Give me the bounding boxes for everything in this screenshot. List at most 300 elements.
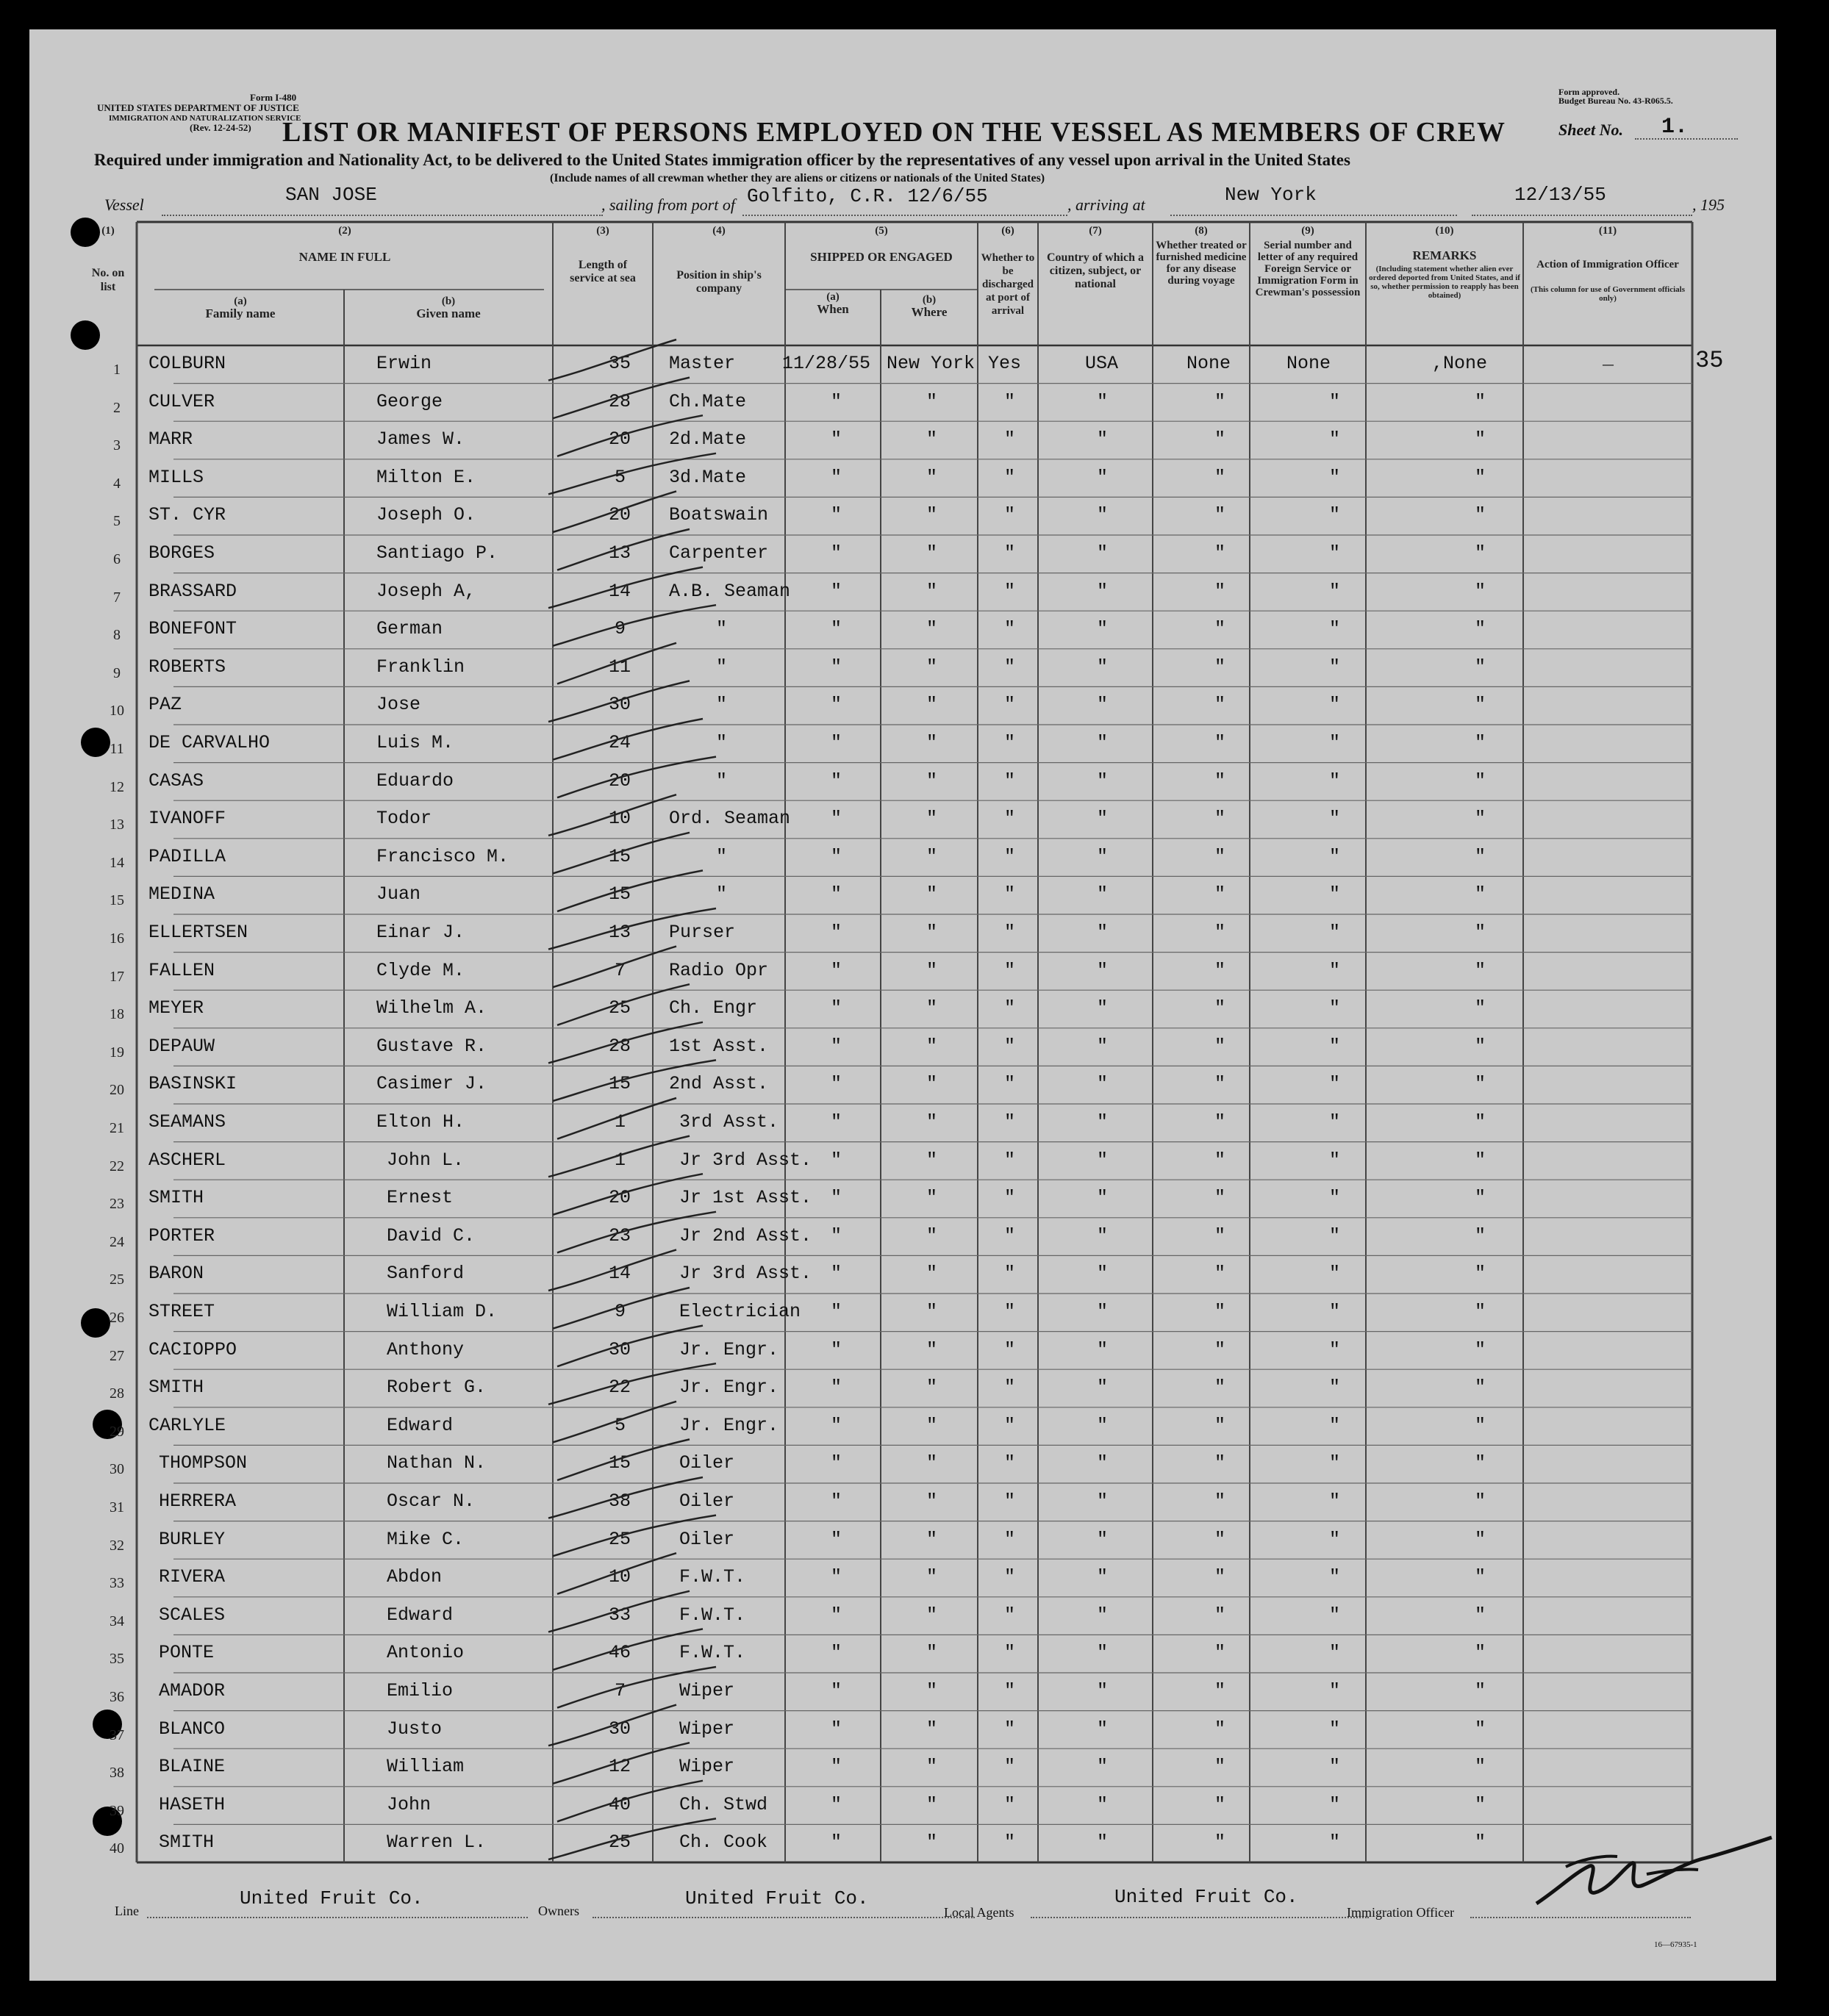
pencil-check-mark <box>557 1439 690 1480</box>
row-number: 18 <box>110 1006 124 1023</box>
discharge: " <box>1004 1263 1016 1285</box>
row-number: 40 <box>110 1840 124 1857</box>
form-approved: Form approved. <box>1558 87 1620 97</box>
shipped-when: " <box>831 732 842 753</box>
country: " <box>1097 1338 1109 1360</box>
country: " <box>1097 922 1109 943</box>
shipped-where: " <box>926 1642 938 1664</box>
pencil-check-mark <box>557 984 690 1025</box>
remarks: " <box>1475 1187 1486 1209</box>
family-name: SEAMANS <box>148 1111 226 1133</box>
row-number: 31 <box>110 1499 124 1515</box>
serial: " <box>1329 694 1341 716</box>
discharge: " <box>1004 997 1016 1019</box>
shipped-when: " <box>831 1452 842 1474</box>
family-name: SMITH <box>159 1832 215 1854</box>
country: " <box>1097 1604 1109 1626</box>
discharge: " <box>1004 1756 1016 1778</box>
remarks: " <box>1475 1793 1486 1815</box>
shipped-where: " <box>926 466 938 488</box>
medicine: " <box>1214 1377 1226 1399</box>
shipped-where: " <box>926 1187 938 1209</box>
given-name: David C. <box>387 1224 476 1246</box>
shipped-when: " <box>831 808 842 830</box>
shipped-when: " <box>831 1377 842 1399</box>
remarks: " <box>1475 1301 1486 1322</box>
shipped-where: " <box>926 1338 938 1360</box>
service-length: 28 <box>609 390 631 412</box>
row-number: 19 <box>110 1044 124 1061</box>
shipped-when: " <box>831 1149 842 1171</box>
serial: " <box>1329 1452 1341 1474</box>
family-name: RIVERA <box>159 1566 226 1588</box>
sheet-label: Sheet No. <box>1558 121 1623 139</box>
shipped-where: " <box>926 428 938 451</box>
family-name: HASETH <box>159 1793 226 1815</box>
remarks: " <box>1475 770 1486 792</box>
medicine: " <box>1214 580 1226 602</box>
remarks: " <box>1475 1718 1486 1740</box>
given-name: Eduardo <box>376 770 454 792</box>
family-name: PADILLA <box>148 845 226 867</box>
discharge: " <box>1004 504 1016 526</box>
given-name: Anthony <box>387 1338 465 1360</box>
position: Ord. Seaman <box>669 808 791 830</box>
remarks: " <box>1475 694 1486 716</box>
serial: " <box>1329 1793 1341 1815</box>
remarks: " <box>1475 390 1486 412</box>
col-header-country: Country of which a citizen, subject, or national <box>1046 251 1144 290</box>
shipped-where: " <box>926 1680 938 1701</box>
col-header-no: No. on list <box>91 267 125 293</box>
position: " <box>716 618 728 640</box>
serial: " <box>1329 1528 1341 1550</box>
row-number: 33 <box>110 1575 124 1592</box>
serial: " <box>1329 428 1341 451</box>
row-number: 32 <box>110 1537 124 1554</box>
discharge: " <box>1004 580 1016 602</box>
shipped-where: " <box>926 883 938 905</box>
discharge: " <box>1004 390 1016 412</box>
service-length: 38 <box>609 1491 631 1512</box>
year-label: , 195 <box>1692 195 1725 214</box>
service-length: 15 <box>609 845 631 867</box>
country: " <box>1097 1224 1109 1246</box>
remarks: " <box>1475 1680 1486 1701</box>
family-name: BLAINE <box>159 1756 226 1778</box>
remarks: " <box>1475 732 1486 753</box>
service-length: 1 <box>615 1149 626 1171</box>
service-length: 20 <box>609 428 631 451</box>
row-number: 27 <box>110 1347 124 1364</box>
medicine: None <box>1186 353 1231 374</box>
col-num-10: (10) <box>1435 225 1454 237</box>
shipped-where: " <box>926 1035 938 1057</box>
pencil-check-mark <box>548 453 716 495</box>
shipped-where: " <box>926 1718 938 1740</box>
given-name: George <box>376 390 443 412</box>
given-name: Casimer J. <box>376 1073 487 1095</box>
medicine: " <box>1214 845 1226 867</box>
col-header-family: Family name <box>205 308 276 320</box>
shipped-when: " <box>831 542 842 564</box>
service-length: 25 <box>609 1528 631 1550</box>
discharge: " <box>1004 1604 1016 1626</box>
medicine: " <box>1214 1793 1226 1815</box>
officer-signature <box>1514 1823 1776 1918</box>
pencil-check-mark <box>553 1402 676 1443</box>
pencil-check-mark <box>553 1629 703 1670</box>
country: " <box>1097 883 1109 905</box>
pencil-check-mark <box>553 1515 716 1557</box>
position: " <box>716 694 728 716</box>
given-name: German <box>376 618 443 640</box>
shipped-where: " <box>926 390 938 412</box>
country: " <box>1097 1528 1109 1550</box>
given-name: Sanford <box>387 1263 465 1285</box>
service-length: 14 <box>609 1263 631 1285</box>
revision: (Rev. 12-24-52) <box>190 122 251 133</box>
position: 3rd Asst. <box>679 1111 779 1133</box>
subtitle: Required under immigration and Nationality Act, to be delivered to the United States immigration officer by the representatives of any vessel upon arrival in the United States <box>94 151 1350 169</box>
serial: " <box>1329 1111 1341 1133</box>
remarks: " <box>1475 883 1486 905</box>
col-header-remarks: REMARKS <box>1412 250 1477 262</box>
given-name: Erwin <box>376 353 432 374</box>
pencil-check-mark <box>548 1249 676 1291</box>
medicine: " <box>1214 1604 1226 1626</box>
serial: " <box>1329 542 1341 564</box>
discharge: " <box>1004 1414 1016 1436</box>
remarks: " <box>1475 997 1486 1019</box>
given-name: Santiago P. <box>376 542 498 564</box>
pencil-check-mark <box>553 947 676 988</box>
remarks: " <box>1475 1224 1486 1246</box>
row-number: 26 <box>110 1310 124 1326</box>
family-name: PONTE <box>159 1642 215 1664</box>
family-name: SMITH <box>148 1187 204 1209</box>
given-name: Elton H. <box>376 1111 465 1133</box>
pencil-check-mark <box>548 1363 716 1405</box>
family-name: CULVER <box>148 390 215 412</box>
remarks: " <box>1475 1756 1486 1778</box>
country: " <box>1097 1414 1109 1436</box>
remarks: " <box>1475 1073 1486 1095</box>
arriving-label: , arriving at <box>1067 195 1145 214</box>
given-name: Antonio <box>387 1642 465 1664</box>
country: " <box>1097 1566 1109 1588</box>
position: Jr 1st Asst. <box>679 1187 812 1209</box>
family-name: AMADOR <box>159 1680 226 1701</box>
row-number: 2 <box>113 399 121 416</box>
pencil-check-mark <box>557 1326 703 1367</box>
shipped-where: " <box>926 732 938 753</box>
row-number: 38 <box>110 1765 124 1782</box>
discharge: " <box>1004 1187 1016 1209</box>
position: Radio Opr <box>669 959 769 981</box>
shipped-when: " <box>831 1642 842 1664</box>
shipped-when: " <box>831 428 842 451</box>
position: A.B. Seaman <box>669 580 791 602</box>
family-name: STREET <box>148 1301 215 1322</box>
service-length: 13 <box>609 542 631 564</box>
medicine: " <box>1214 656 1226 678</box>
remarks: " <box>1475 1832 1486 1854</box>
service-length: 24 <box>609 732 631 753</box>
col-header-given-letter: (b) <box>441 295 456 307</box>
given-name: Joseph A, <box>376 580 476 602</box>
print-code: 16—67935-1 <box>1654 1940 1697 1949</box>
pencil-check-mark <box>553 491 676 532</box>
position: Ch. Engr <box>669 997 758 1019</box>
shipped-where: " <box>926 1491 938 1512</box>
serial: " <box>1329 922 1341 943</box>
shipped-when: " <box>831 656 842 678</box>
country: " <box>1097 845 1109 867</box>
serial: " <box>1329 732 1341 753</box>
discharge: " <box>1004 732 1016 753</box>
service-length: 30 <box>609 1338 631 1360</box>
medicine: " <box>1214 808 1226 830</box>
given-name: Luis M. <box>376 732 454 753</box>
shipped-where: " <box>926 694 938 716</box>
position: Jr. Engr. <box>679 1377 779 1399</box>
row-number: 11 <box>110 741 124 757</box>
country: " <box>1097 1793 1109 1815</box>
pencil-check-mark <box>548 1136 690 1177</box>
family-name: THOMPSON <box>159 1452 248 1474</box>
pencil-check-mark <box>557 415 703 456</box>
serial: " <box>1329 770 1341 792</box>
col-num-8: (8) <box>1195 225 1208 237</box>
serial: " <box>1329 580 1341 602</box>
position: Jr. Engr. <box>679 1338 779 1360</box>
service-length: 35 <box>609 353 631 374</box>
col-num-1: (1) <box>101 225 115 237</box>
medicine: " <box>1214 1111 1226 1133</box>
shipped-when: " <box>831 1566 842 1588</box>
discharge: " <box>1004 1793 1016 1815</box>
shipped-when: " <box>831 1111 842 1133</box>
family-name: CACIOPPO <box>148 1338 237 1360</box>
discharge: " <box>1004 883 1016 905</box>
col-header-where-letter: (b) <box>922 294 937 306</box>
shipped-where: " <box>926 1604 938 1626</box>
family-name: DEPAUW <box>148 1035 215 1057</box>
family-name: BORGES <box>148 542 215 564</box>
medicine: " <box>1214 1718 1226 1740</box>
discharge: " <box>1004 656 1016 678</box>
medicine: " <box>1214 542 1226 564</box>
service-length: 23 <box>609 1224 631 1246</box>
shipped-where: " <box>926 542 938 564</box>
family-name: ELLERTSEN <box>148 922 248 943</box>
discharge: " <box>1004 618 1016 640</box>
position: Oiler <box>679 1452 735 1474</box>
service-length: 7 <box>615 1680 626 1701</box>
row-number: 29 <box>110 1423 124 1440</box>
country: " <box>1097 428 1109 451</box>
remarks: " <box>1475 1377 1486 1399</box>
service-length: 30 <box>609 1718 631 1740</box>
medicine: " <box>1214 1263 1226 1285</box>
discharge: Yes <box>988 353 1022 374</box>
serial: " <box>1329 883 1341 905</box>
family-name: PORTER <box>148 1224 215 1246</box>
row-number: 15 <box>110 892 124 909</box>
position: Boatswain <box>669 504 769 526</box>
discharge: " <box>1004 1718 1016 1740</box>
medicine: " <box>1214 770 1226 792</box>
position: Ch. Stwd <box>679 1793 768 1815</box>
serial: " <box>1329 1035 1341 1057</box>
serial: " <box>1329 1338 1341 1360</box>
pencil-check-mark <box>557 1667 716 1708</box>
row-number: 22 <box>110 1158 124 1174</box>
family-name: MILLS <box>148 466 204 488</box>
sheet-number: 1. <box>1661 115 1689 140</box>
pencil-check-mark <box>557 1212 716 1253</box>
position: Master <box>669 353 736 374</box>
col-num-5: (5) <box>875 225 888 237</box>
discharge: " <box>1004 1149 1016 1171</box>
serial: " <box>1329 618 1341 640</box>
include-note: (Include names of all crewman whether they are aliens or citizens or nationals of the United States) <box>550 172 1045 184</box>
medicine: " <box>1214 922 1226 943</box>
family-name: CASAS <box>148 770 204 792</box>
serial: " <box>1329 845 1341 867</box>
given-name: Warren L. <box>387 1832 487 1854</box>
given-name: Edward <box>387 1604 454 1626</box>
row-number: 16 <box>110 930 124 947</box>
medicine: " <box>1214 1491 1226 1512</box>
discharge: " <box>1004 770 1016 792</box>
country: " <box>1097 997 1109 1019</box>
service-length: 12 <box>609 1756 631 1778</box>
service-length: 10 <box>609 808 631 830</box>
family-name: MEYER <box>148 997 204 1019</box>
position: Wiper <box>679 1680 735 1701</box>
pencil-check-mark <box>548 340 676 381</box>
medicine: " <box>1214 1073 1226 1095</box>
shipped-where: " <box>926 504 938 526</box>
country: " <box>1097 1263 1109 1285</box>
family-name: IVANOFF <box>148 808 226 830</box>
arrival-date: 12/13/55 <box>1514 184 1606 206</box>
budget-bureau: Budget Bureau No. 43-R065.5. <box>1558 96 1673 106</box>
discharge: " <box>1004 1642 1016 1664</box>
position: Jr 3rd Asst. <box>679 1149 812 1171</box>
pencil-check-mark <box>548 1591 690 1632</box>
vessel-name: SAN JOSE <box>285 184 377 206</box>
row-number: 6 <box>113 551 121 567</box>
country: " <box>1097 1111 1109 1133</box>
position: F.W.T. <box>679 1604 746 1626</box>
country: " <box>1097 1187 1109 1209</box>
shipped-when: " <box>831 580 842 602</box>
medicine: " <box>1214 732 1226 753</box>
discharge: " <box>1004 542 1016 564</box>
row-number: 10 <box>110 703 124 720</box>
col-num-9: (9) <box>1301 225 1314 237</box>
pencil-check-mark <box>557 757 716 798</box>
serial: " <box>1329 1414 1341 1436</box>
medicine: " <box>1214 1566 1226 1588</box>
row-number: 8 <box>113 627 121 644</box>
remarks: " <box>1475 959 1486 981</box>
row-number: 37 <box>110 1726 124 1743</box>
country: " <box>1097 1642 1109 1664</box>
agents-label: Local Agents <box>944 1905 1014 1920</box>
shipped-where: " <box>926 1793 938 1815</box>
pencil-check-mark <box>548 567 703 609</box>
discharge: " <box>1004 1566 1016 1588</box>
remarks: ,None <box>1432 353 1488 374</box>
given-name: John L. <box>387 1149 465 1171</box>
country: " <box>1097 1491 1109 1512</box>
shipped-where: " <box>926 1832 938 1854</box>
remarks: " <box>1475 428 1486 451</box>
medicine: " <box>1214 1187 1226 1209</box>
row-1-dash: _ <box>1603 348 1614 370</box>
serial: " <box>1329 1642 1341 1664</box>
family-name: HERRERA <box>159 1491 237 1512</box>
discharge: " <box>1004 466 1016 488</box>
medicine: " <box>1214 504 1226 526</box>
country: " <box>1097 1832 1109 1854</box>
family-name: PAZ <box>148 694 182 716</box>
remarks: " <box>1475 1452 1486 1474</box>
family-name: DE CARVALHO <box>148 732 271 753</box>
row-number: 30 <box>110 1461 124 1478</box>
col-num-6: (6) <box>1001 225 1014 237</box>
pencil-check-mark <box>548 908 716 950</box>
given-name: Franklin <box>376 656 465 678</box>
position: " <box>716 770 728 792</box>
shipped-where: " <box>926 808 938 830</box>
col-header-when-letter: (a) <box>826 291 840 303</box>
remarks: " <box>1475 1491 1486 1512</box>
given-name: Francisco M. <box>376 845 509 867</box>
pencil-check-mark <box>553 1174 703 1215</box>
shipped-when: " <box>831 390 842 412</box>
family-name: BURLEY <box>159 1528 226 1550</box>
discharge: " <box>1004 1111 1016 1133</box>
service-length: 10 <box>609 1566 631 1588</box>
shipped-when: " <box>831 770 842 792</box>
service-length: 15 <box>609 1452 631 1474</box>
pencil-check-mark <box>553 833 690 874</box>
owners-label: Owners <box>538 1904 579 1918</box>
country: " <box>1097 1035 1109 1057</box>
service-length: 15 <box>609 883 631 905</box>
col-header-action: Action of Immigration Officer <box>1536 259 1679 270</box>
shipped-when: " <box>831 504 842 526</box>
shipped-when: " <box>831 1187 842 1209</box>
family-name: BASINSKI <box>148 1073 237 1095</box>
discharge: " <box>1004 1452 1016 1474</box>
shipped-when: " <box>831 959 842 981</box>
remarks: " <box>1475 808 1486 830</box>
pencil-check-mark <box>553 605 716 646</box>
shipped-where: " <box>926 1149 938 1171</box>
country: " <box>1097 580 1109 602</box>
discharge: " <box>1004 808 1016 830</box>
row-number: 4 <box>113 475 121 492</box>
service-length: 9 <box>615 1301 626 1322</box>
shipped-when: " <box>831 1756 842 1778</box>
service-length: 20 <box>609 504 631 526</box>
